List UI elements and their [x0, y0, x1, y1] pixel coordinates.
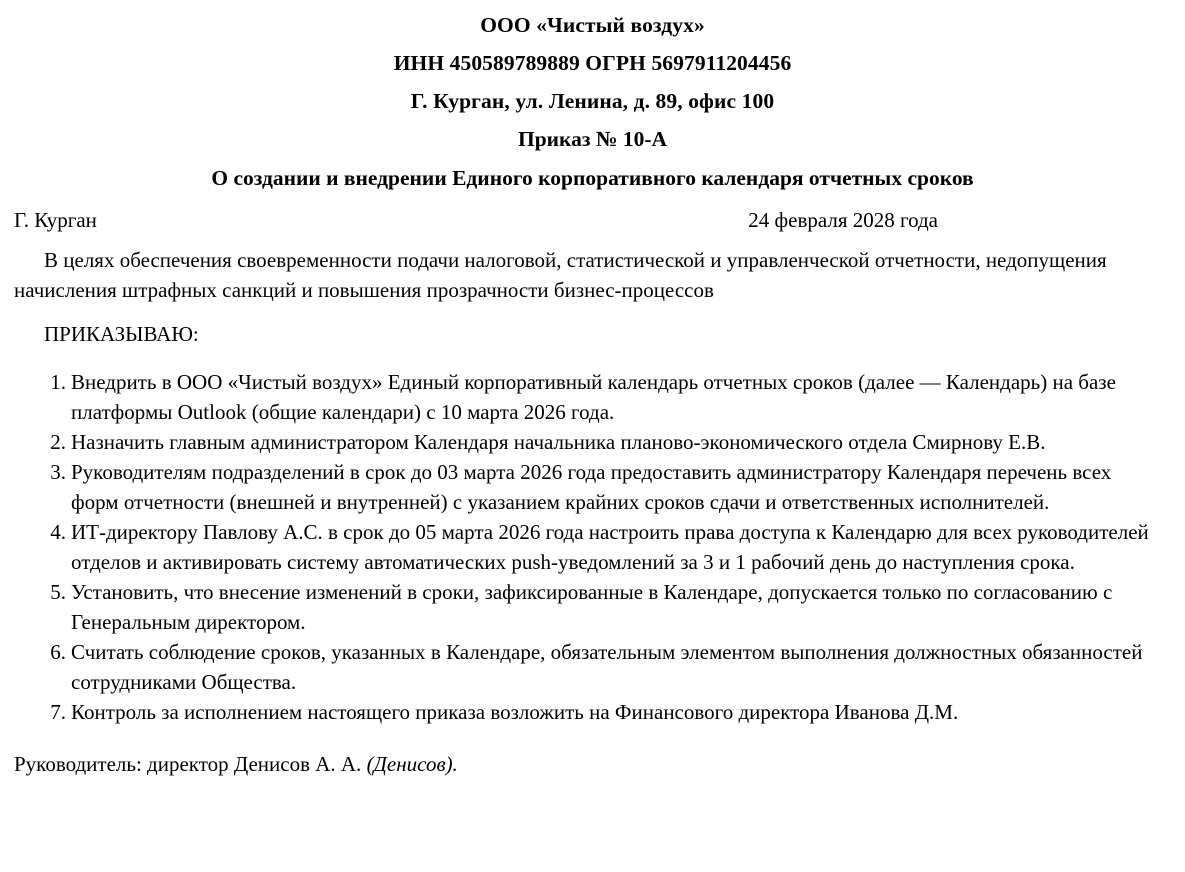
- city-date-row: [14, 197, 1171, 237]
- signature-mark: (Денисов).: [366, 752, 458, 776]
- registration-ids: ИНН 450589789889 ОГРН 5697911204456: [393, 51, 792, 75]
- organization-header: [14, 0, 1171, 120]
- clause-item: Назначить главным администратором Календаря начальника планово-экономического отдела Смирнову Е.В.: [71, 430, 1046, 454]
- preamble-paragraph: В целях обеспечения своевременности подачи налоговой, статистической и управленческой отчетности, недопущения начисления штрафных санкций и повышения прозрачности бизнес-процессов: [14, 248, 1107, 302]
- signature-line: [14, 727, 1171, 779]
- date-label: 24 февраля 2028 года: [748, 208, 938, 232]
- clause-item: Установить, что внесение изменений в сроки, зафиксированные в Календаре, допускается только по согласованию с Генеральным директором.: [71, 580, 1113, 634]
- clause-item: Внедрить в ООО «Чистый воздух» Единый корпоративный календарь отчетных сроков (далее — Календарь) на базе платформы Outlook (общие календари) с 10 марта 2026 года.: [71, 370, 1116, 424]
- clause-item: Руководителям подразделений в срок до 03 марта 2026 года предоставить администратору Календаря перечень всех форм отчетности (внешней и внутренней) с указанием крайних сроков сдачи и ответственных исполнителей.: [71, 460, 1112, 514]
- command-word: ПРИКАЗЫВАЮ:: [44, 322, 199, 346]
- clause-item: ИТ-директору Павлову А.С. в срок до 05 марта 2026 года настроить права доступа к Календарю для всех руководителей отделов и активировать систему автоматических push-уведомлений за 3 и 1 рабочий день до наступления срока.: [71, 520, 1149, 574]
- order-subject: О создании и внедрении Единого корпоративного календаря отчетных сроков: [211, 166, 974, 190]
- clause-item: Считать соблюдение сроков, указанных в Календаре, обязательным элементом выполнения должностных обязанностей сотрудниками Общества.: [71, 640, 1143, 694]
- signature-name: Руководитель: директор Денисов А. А.: [14, 752, 367, 776]
- clause-item: Контроль за исполнением настоящего приказа возложить на Финансового директора Иванова Д.М.: [71, 700, 959, 724]
- order-number: Приказ № 10-А: [517, 127, 668, 151]
- company-name: ООО «Чистый воздух»: [480, 13, 705, 37]
- clause-list: [14, 349, 1171, 727]
- city-label: Г. Курган: [14, 208, 97, 232]
- company-address: Г. Курган, ул. Ленина, д. 89, офис 100: [410, 89, 775, 113]
